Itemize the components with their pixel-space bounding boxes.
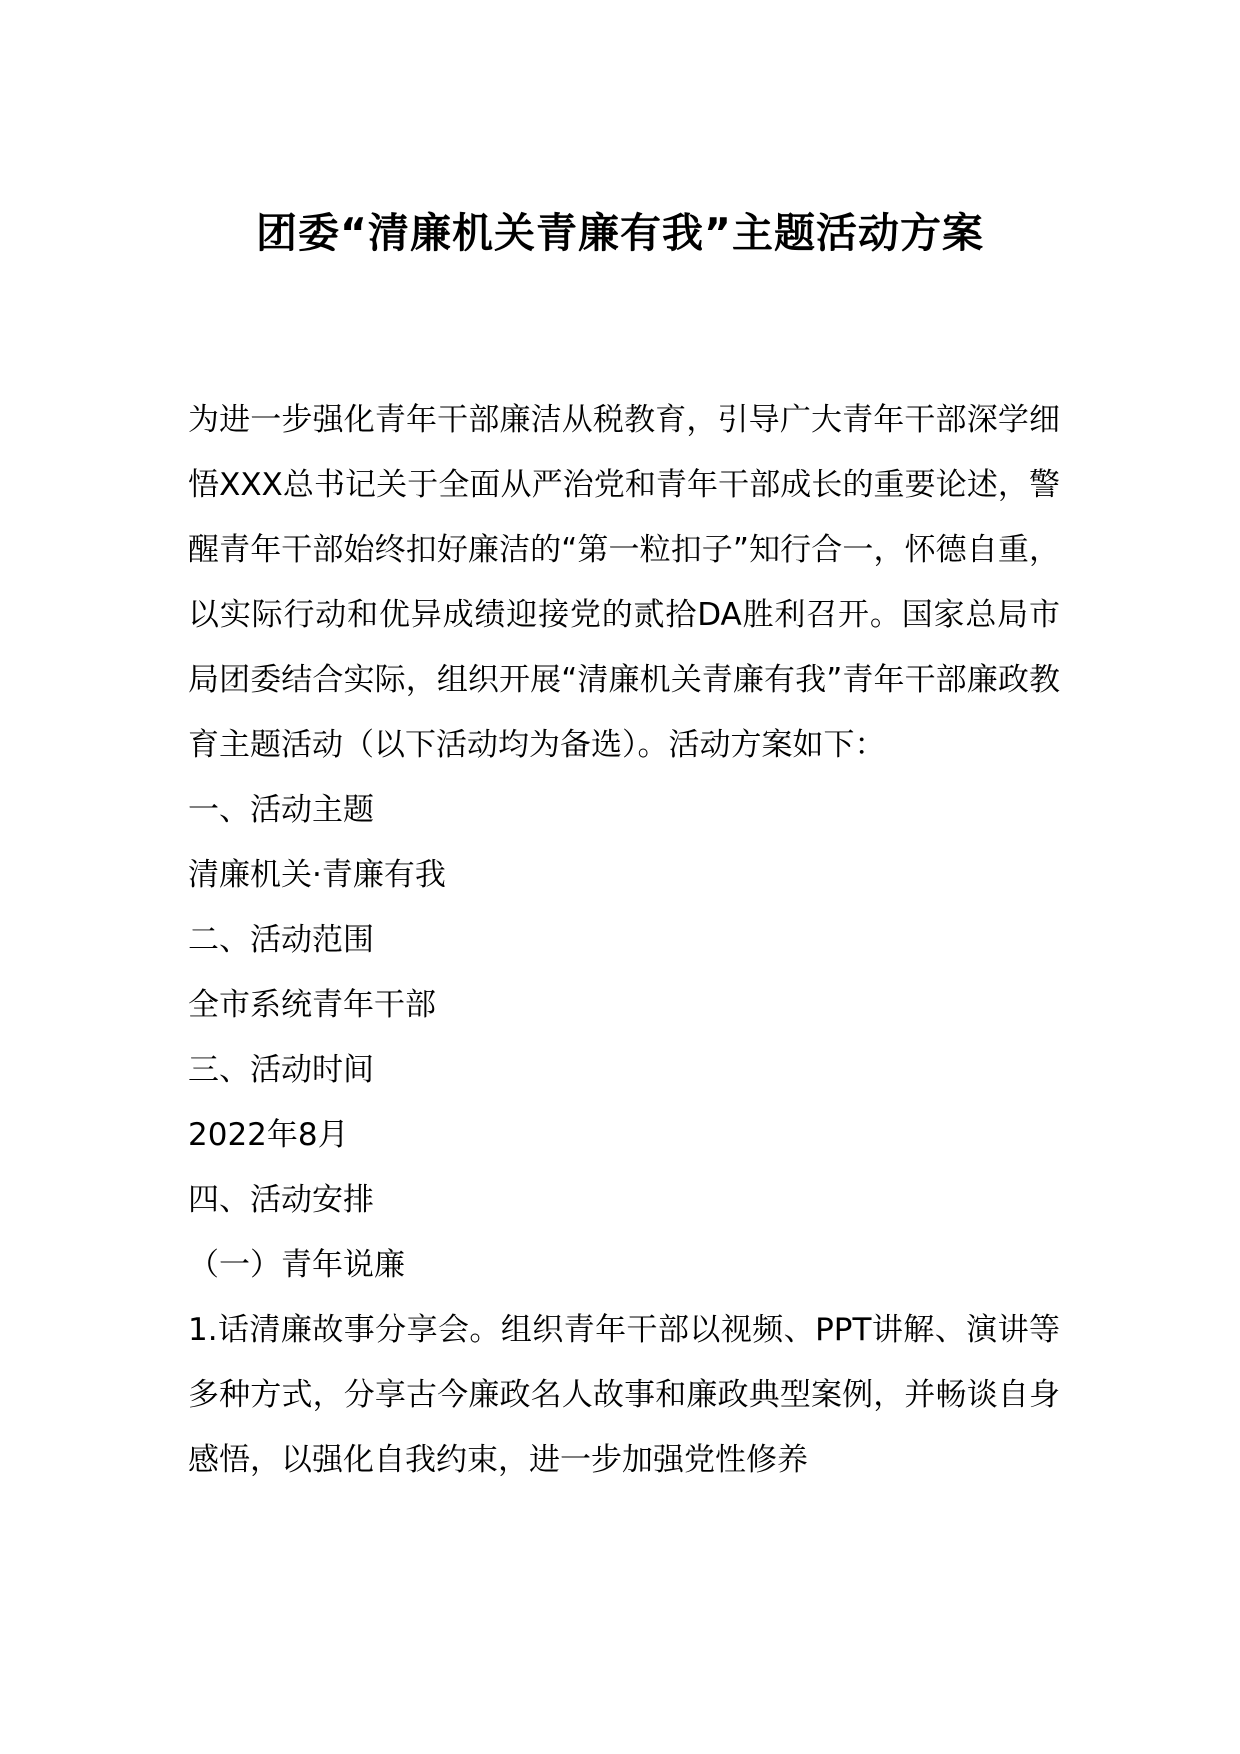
intro-paragraph: 为进一步强化青年干部廉洁从税教育，引导广大青年干部深学细悟XXX总书记关于全面从严治党和青年干部成长的重要论述，警醒青年干部始终扣好廉洁的“第一粒扣子”知行合一，怀德自重，以实际行动和优异成绩迎接党的贰拾DA胜利召开。国家总局市局团委结合实际，组织开展“清廉机关青廉有我”青年干部廉政教育主题活动（以下活动均为备选）。活动方案如下： bbox=[188, 402, 1060, 763]
section-content-scope: 全市系统青年干部 bbox=[188, 987, 436, 1023]
document-title: 团委“清廉机关青廉有我”主题活动方案 bbox=[256, 209, 984, 257]
section-heading-time: 三、活动时间 bbox=[188, 1052, 374, 1088]
document-body bbox=[188, 388, 1060, 1493]
section-heading-scope: 二、活动范围 bbox=[188, 922, 374, 958]
item-paragraph-story-sharing: 1.话清廉故事分享会。组织青年干部以视频、PPT讲解、演讲等多种方式，分享古今廉政名人故事和廉政典型案例，并畅谈自身感悟，以强化自我约束，进一步加强党性修养 bbox=[188, 1312, 1060, 1478]
section-heading-theme: 一、活动主题 bbox=[188, 792, 374, 828]
subsection-heading-youth-talk: （一）青年说廉 bbox=[188, 1247, 405, 1283]
section-heading-arrangement: 四、活动安排 bbox=[188, 1182, 374, 1218]
section-content-time: 2022年8月 bbox=[188, 1117, 349, 1153]
section-content-theme: 清廉机关·青廉有我 bbox=[188, 857, 446, 893]
